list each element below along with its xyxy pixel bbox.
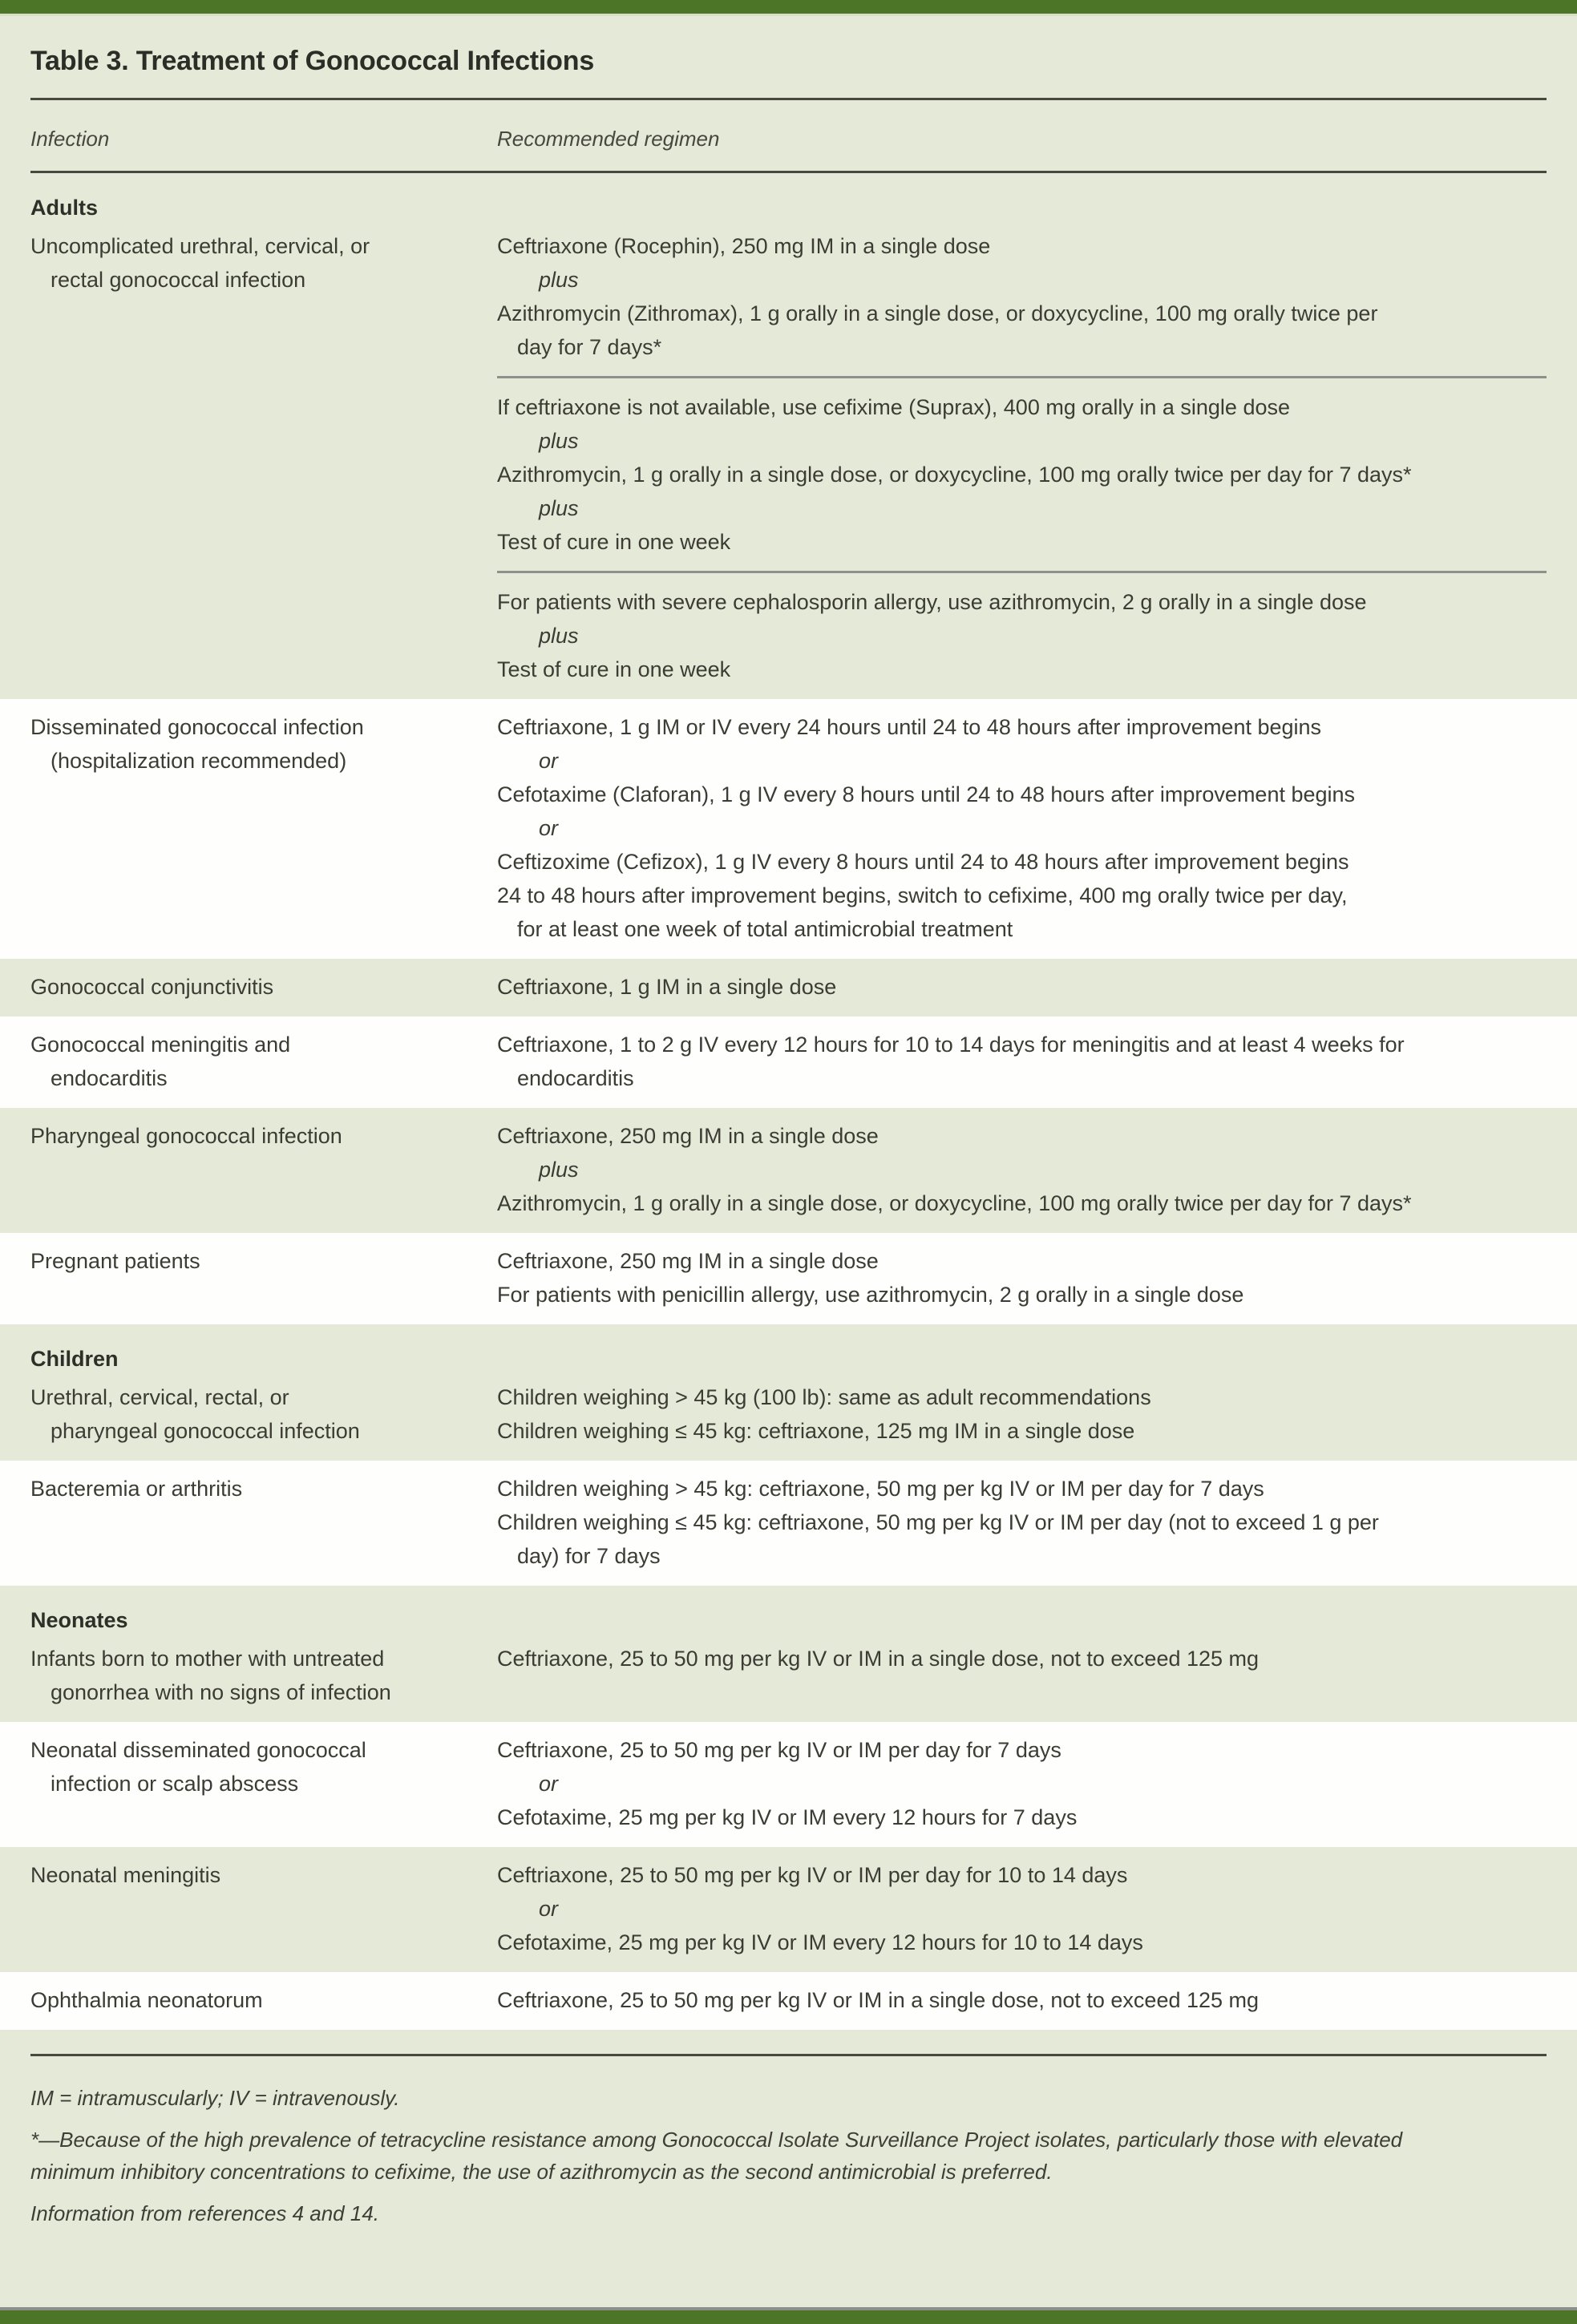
table-header (0, 45, 1577, 173)
connector-word: plus (539, 429, 579, 453)
regimen-cell (497, 1244, 1547, 1312)
infection-line: Uncomplicated urethral, cervical, or (30, 234, 370, 258)
regimen-line: Ceftriaxone, 1 g IM or IV every 24 hours until 24 to 48 hours after improvement begins (497, 715, 1322, 739)
regimen-cell (497, 229, 1547, 686)
header-rule-bottom (30, 171, 1547, 173)
table-row (0, 1108, 1577, 1233)
section-header-adults: Adults (30, 196, 98, 220)
infection-cell (30, 1244, 497, 1312)
connector-word: plus (539, 268, 579, 292)
regimen-line: Ceftriaxone, 1 to 2 g IV every 12 hours for 10 to 14 days for meningitis and at least 4 weeks for (497, 1033, 1405, 1057)
regimen-cell (497, 1028, 1547, 1095)
infection-line: Pharyngeal gonococcal infection (30, 1124, 342, 1148)
infection-line: Neonatal disseminated gonococcal (30, 1738, 366, 1762)
table-body (0, 191, 1577, 2030)
footnote-list (30, 2082, 1547, 2229)
infection-line: endocarditis (51, 1066, 168, 1090)
regimen-line: For patients with penicillin allergy, use azithromycin, 2 g orally in a single dose (497, 1283, 1244, 1307)
regimen-line: Ceftriaxone (Rocephin), 250 mg IM in a single dose (497, 234, 991, 258)
regimen-line: Ceftriaxone, 1 g IM in a single dose (497, 975, 837, 999)
infection-line: rectal gonococcal infection (51, 268, 306, 292)
infection-cell (30, 1733, 497, 1834)
regimen-line: Ceftizoxime (Cefizox), 1 g IV every 8 hours until 24 to 48 hours after improvement begins (497, 850, 1349, 874)
regimen-line: Test of cure in one week (497, 657, 731, 681)
regimen-line: Ceftriaxone, 250 mg IM in a single dose (497, 1124, 879, 1148)
regimen-line: For patients with severe cephalosporin allergy, use azithromycin, 2 g orally in a single dose (497, 590, 1367, 614)
infection-cell (30, 970, 497, 1004)
infection-line: Infants born to mother with untreated (30, 1647, 385, 1671)
regimen-line: Ceftriaxone, 25 to 50 mg per kg IV or IM per day for 7 days (497, 1738, 1061, 1762)
regimen-cell (497, 1733, 1547, 1834)
regimen-line: Cefotaxime (Claforan), 1 g IV every 8 hours until 24 to 48 hours after improvement begins (497, 782, 1356, 806)
regimen-line: Test of cure in one week (497, 530, 731, 554)
connector-word: or (539, 1772, 559, 1796)
infection-cell (30, 1380, 497, 1448)
regimen-cell (497, 1858, 1547, 1959)
table-row (0, 699, 1577, 959)
footnote-line: Information from references 4 and 14. (30, 2201, 380, 2225)
infection-cell (30, 1642, 497, 1709)
regimen-line: Children weighing ≤ 45 kg: ceftriaxone, 50 mg per kg IV or IM per day (not to exceed 1 g per (497, 1510, 1379, 1534)
regimen-line: Cefotaxime, 25 mg per kg IV or IM every 12 hours for 10 to 14 days (497, 1930, 1143, 1954)
infection-cell (30, 1983, 497, 2017)
table-row (0, 224, 1577, 699)
regimen-line: 24 to 48 hours after improvement begins, switch to cefixime, 400 mg orally twice per day, (497, 883, 1348, 907)
regimen-line: for at least one week of total antimicrobial treatment (517, 917, 1013, 941)
infection-line: Gonococcal conjunctivitis (30, 975, 274, 999)
connector-word: plus (539, 1158, 579, 1182)
regimen-cell (497, 1983, 1547, 2017)
table-row (0, 959, 1577, 1016)
regimen-line: Children weighing ≤ 45 kg: ceftriaxone, 125 mg IM in a single dose (497, 1419, 1135, 1443)
regimen-line: day) for 7 days (517, 1544, 661, 1568)
infection-line: Neonatal meningitis (30, 1863, 221, 1887)
infection-line: Ophthalmia neonatorum (30, 1988, 263, 2012)
footer-rule (30, 2054, 1547, 2056)
regimen-line: Ceftriaxone, 250 mg IM in a single dose (497, 1249, 879, 1273)
footnote-line: minimum inhibitory concentrations to cefixime, the use of azithromycin as the second antimicrobial is preferred. (30, 2160, 1053, 2184)
bottom-accent-bar (0, 2310, 1577, 2324)
infection-cell (30, 710, 497, 946)
footnote (30, 2082, 1547, 2114)
top-accent-bar (0, 0, 1577, 16)
section-header-neonates: Neonates (30, 1608, 128, 1632)
table-row (0, 1972, 1577, 2030)
column-header-regimen: Recommended regimen (497, 127, 720, 151)
infection-cell (30, 1858, 497, 1959)
regimen-line: day for 7 days* (517, 335, 662, 359)
table-title: Table 3. Treatment of Gonococcal Infections (30, 46, 595, 76)
regimen-line: Ceftriaxone, 25 to 50 mg per kg IV or IM in a single dose, not to exceed 125 mg (497, 1647, 1260, 1671)
table-row (0, 1461, 1577, 1586)
table-row (0, 1233, 1577, 1324)
section-header-children: Children (30, 1347, 119, 1371)
table-row (0, 1016, 1577, 1108)
table-row (0, 1637, 1577, 1722)
regimen-line: Azithromycin, 1 g orally in a single dose, or doxycycline, 100 mg orally twice per day for 7 days* (497, 1191, 1412, 1215)
infection-line: Pregnant patients (30, 1249, 200, 1273)
regimen-line: Cefotaxime, 25 mg per kg IV or IM every 12 hours for 7 days (497, 1805, 1078, 1829)
regimen-line: endocarditis (517, 1066, 634, 1090)
connector-word: or (539, 749, 559, 773)
header-rule-top (30, 98, 1547, 100)
infection-line: Urethral, cervical, rectal, or (30, 1385, 289, 1409)
connector-word: or (539, 816, 559, 840)
connector-word: or (539, 1897, 559, 1921)
infection-line: Disseminated gonococcal infection (30, 715, 364, 739)
regimen-line: Children weighing > 45 kg (100 lb): same as adult recommendations (497, 1385, 1151, 1409)
infection-line: gonorrhea with no signs of infection (51, 1680, 391, 1704)
infection-line: Gonococcal meningitis and (30, 1033, 291, 1057)
regimen-line: Azithromycin (Zithromax), 1 g orally in a single dose, or doxycycline, 100 mg orally twice per (497, 301, 1378, 325)
regimen-line: Ceftriaxone, 25 to 50 mg per kg IV or IM in a single dose, not to exceed 125 mg (497, 1988, 1260, 2012)
footnote (30, 2197, 1547, 2229)
regimen-divider (497, 571, 1547, 573)
infection-line: pharyngeal gonococcal infection (51, 1419, 360, 1443)
infection-cell (30, 1472, 497, 1573)
regimen-cell (497, 970, 1547, 1004)
regimen-line: Ceftriaxone, 25 to 50 mg per kg IV or IM per day for 10 to 14 days (497, 1863, 1128, 1887)
column-header-row (30, 124, 1547, 153)
regimen-line: Children weighing > 45 kg: ceftriaxone, 50 mg per kg IV or IM per day for 7 days (497, 1477, 1264, 1501)
table-footnotes (0, 2054, 1577, 2229)
footnote-line: IM = intramuscularly; IV = intravenously. (30, 2086, 400, 2110)
regimen-divider (497, 376, 1547, 378)
regimen-cell (497, 710, 1547, 946)
infection-line: Bacteremia or arthritis (30, 1477, 243, 1501)
column-header-infection: Infection (30, 127, 110, 151)
connector-word: plus (539, 496, 579, 520)
infection-cell (30, 1119, 497, 1220)
infection-cell (30, 229, 497, 686)
infection-cell (30, 1028, 497, 1095)
regimen-cell (497, 1119, 1547, 1220)
regimen-cell (497, 1642, 1547, 1709)
regimen-line: Azithromycin, 1 g orally in a single dose, or doxycycline, 100 mg orally twice per day for 7 days* (497, 463, 1412, 487)
regimen-cell (497, 1472, 1547, 1573)
connector-word: plus (539, 624, 579, 648)
regimen-cell (497, 1380, 1547, 1448)
infection-line: (hospitalization recommended) (51, 749, 347, 773)
table-row (0, 1376, 1577, 1461)
table-row (0, 1847, 1577, 1972)
infection-line: infection or scalp abscess (51, 1772, 299, 1796)
footnote-line: *—Because of the high prevalence of tetracycline resistance among Gonococcal Isolate Surveillance Project isolates, particularly those with elevated (30, 2128, 1403, 2152)
footnote (30, 2124, 1547, 2188)
table-row (0, 1722, 1577, 1847)
regimen-line: If ceftriaxone is not available, use cefixime (Suprax), 400 mg orally in a single dose (497, 395, 1290, 419)
